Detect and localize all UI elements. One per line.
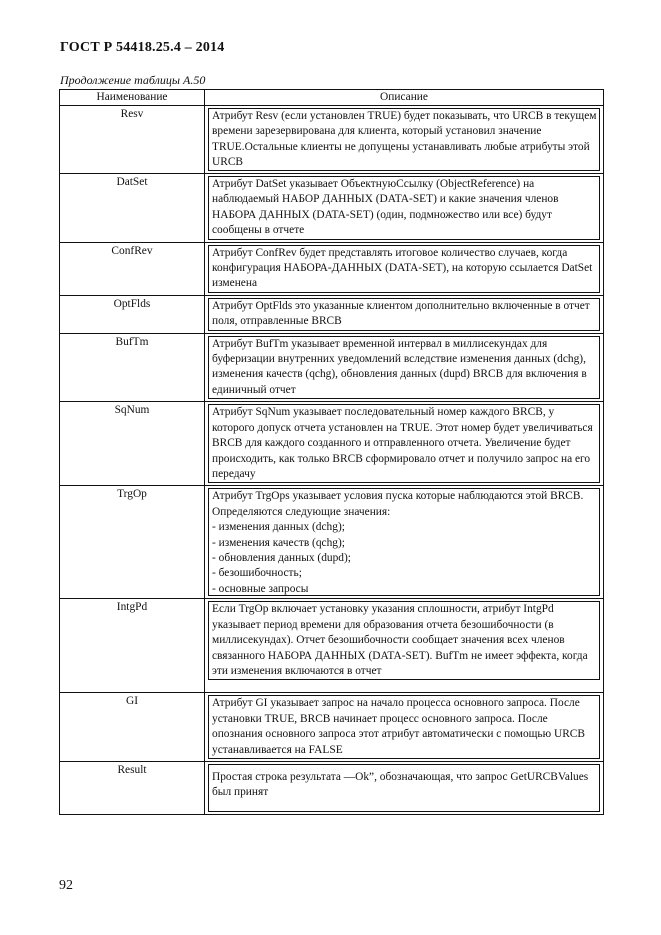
attribute-name: OptFlds <box>60 295 205 333</box>
attribute-name: ConfRev <box>60 242 205 295</box>
attribute-name: IntgPd <box>60 599 205 693</box>
table-caption: Продолжение таблицы А.50 <box>60 73 206 87</box>
attribute-description: Если TrgOp включает установку указания сплошности, атрибут IntgPd указывает период времени для образования отчета безошибочности (в миллисекундах). Отчет безошибочности сообщает значения всех членов связанного НАБОРА ДАННЫХ (DATA-SET). BufTm не имеет эффекта, когда эти изменения включаются в отчет <box>208 601 600 680</box>
attribute-description: Атрибут ConfRev будет представлять итоговое количество случаев, когда конфигурация НАБОРА-ДАННЫХ (DATA-SET), на которую ссылается DatSet изменена <box>208 245 600 293</box>
attribute-name: SqNum <box>60 402 205 486</box>
attribute-name: BufTm <box>60 333 205 402</box>
attribute-description-box <box>208 488 600 596</box>
table-row <box>60 486 604 599</box>
attribute-name: TrgOp <box>60 486 205 599</box>
column-header-description: Описание <box>205 90 604 106</box>
attribute-name: Result <box>60 761 205 814</box>
attribute-description: Атрибут DatSet указывает ОбъектнуюСсылку (ObjectReference) на наблюдаемый НАБОР ДАННЫХ (DATA-SET) и какие значения членов НАБОРА ДАННЫХ (DATA-SET) (один, подмножество или все) будут сообщены в отчете <box>208 176 600 240</box>
table-row <box>60 693 604 762</box>
trigger-option-item: - изменения качеств (qchg); <box>212 536 345 549</box>
table-row <box>60 761 604 814</box>
table-row <box>60 106 604 174</box>
attribute-description: Простая строка результата ―Ok”, обозначающая, что запрос GetURCBValues был принят <box>208 764 600 812</box>
attributes-table <box>59 89 604 815</box>
table-row <box>60 295 604 333</box>
table-header-row <box>60 90 604 106</box>
table-row <box>60 599 604 693</box>
table-row <box>60 174 604 243</box>
table-row <box>60 242 604 295</box>
trigger-option-item: - основные запросы <box>212 582 309 595</box>
attribute-description: Атрибут Resv (если установлен TRUE) будет показывать, что URCB в текущем времени зарезервирована для клиента, который установил значение TRUE.Остальные клиенты не допущены устанавливать любые атрибуты этой URCB <box>208 108 600 171</box>
attribute-description: Атрибут SqNum указывает последовательный номер каждого BRCB, у которого допуск отчета установлен на TRUE. Этот номер будет увеличиваться BRCB для каждого созданного и отправленного отчета. Увеличение будет происходить, как только BRCB сформировало отчет и получило запрос на его передачу <box>208 404 600 483</box>
attribute-description: Атрибут TrgOps указывает условия пуска которые наблюдаются этой BRCB. Определяются следующие значения: <box>212 490 584 518</box>
attribute-description: Атрибут OptFlds это указанные клиентом дополнительно включенные в отчет поля, отправленные BRCB <box>208 298 600 331</box>
table-row <box>60 402 604 486</box>
trigger-option-item: - безошибочность; <box>212 567 302 580</box>
attribute-name: Resv <box>60 106 205 174</box>
column-header-name: Наименование <box>60 90 205 106</box>
document-header: ГОСТ Р 54418.25.4 – 2014 <box>60 40 225 55</box>
trigger-option-item: - обновления данных (dupd); <box>212 551 351 564</box>
table-row <box>60 333 604 402</box>
trigger-option-item: - изменения данных (dchg); <box>212 521 345 534</box>
page-number: 92 <box>59 878 73 893</box>
attribute-name: GI <box>60 693 205 762</box>
attribute-description: Атрибут GI указывает запрос на начало процесса основного запроса. После установки TRUE, BRCB начинает процесс основного запроса. После опознания основного запроса этот атрибут автоматически с помощью URCB устанавливается на FALSE <box>208 695 600 759</box>
attribute-name: DatSet <box>60 174 205 243</box>
attribute-description: Атрибут BufTm указывает временной интервал в миллисекундах для буферизации внутренних уведомлений вследствие изменения данных (dchg), изменения качеств (qchg), обновления данных (dupd) BRCB для включения в единичный отчет <box>208 336 600 400</box>
